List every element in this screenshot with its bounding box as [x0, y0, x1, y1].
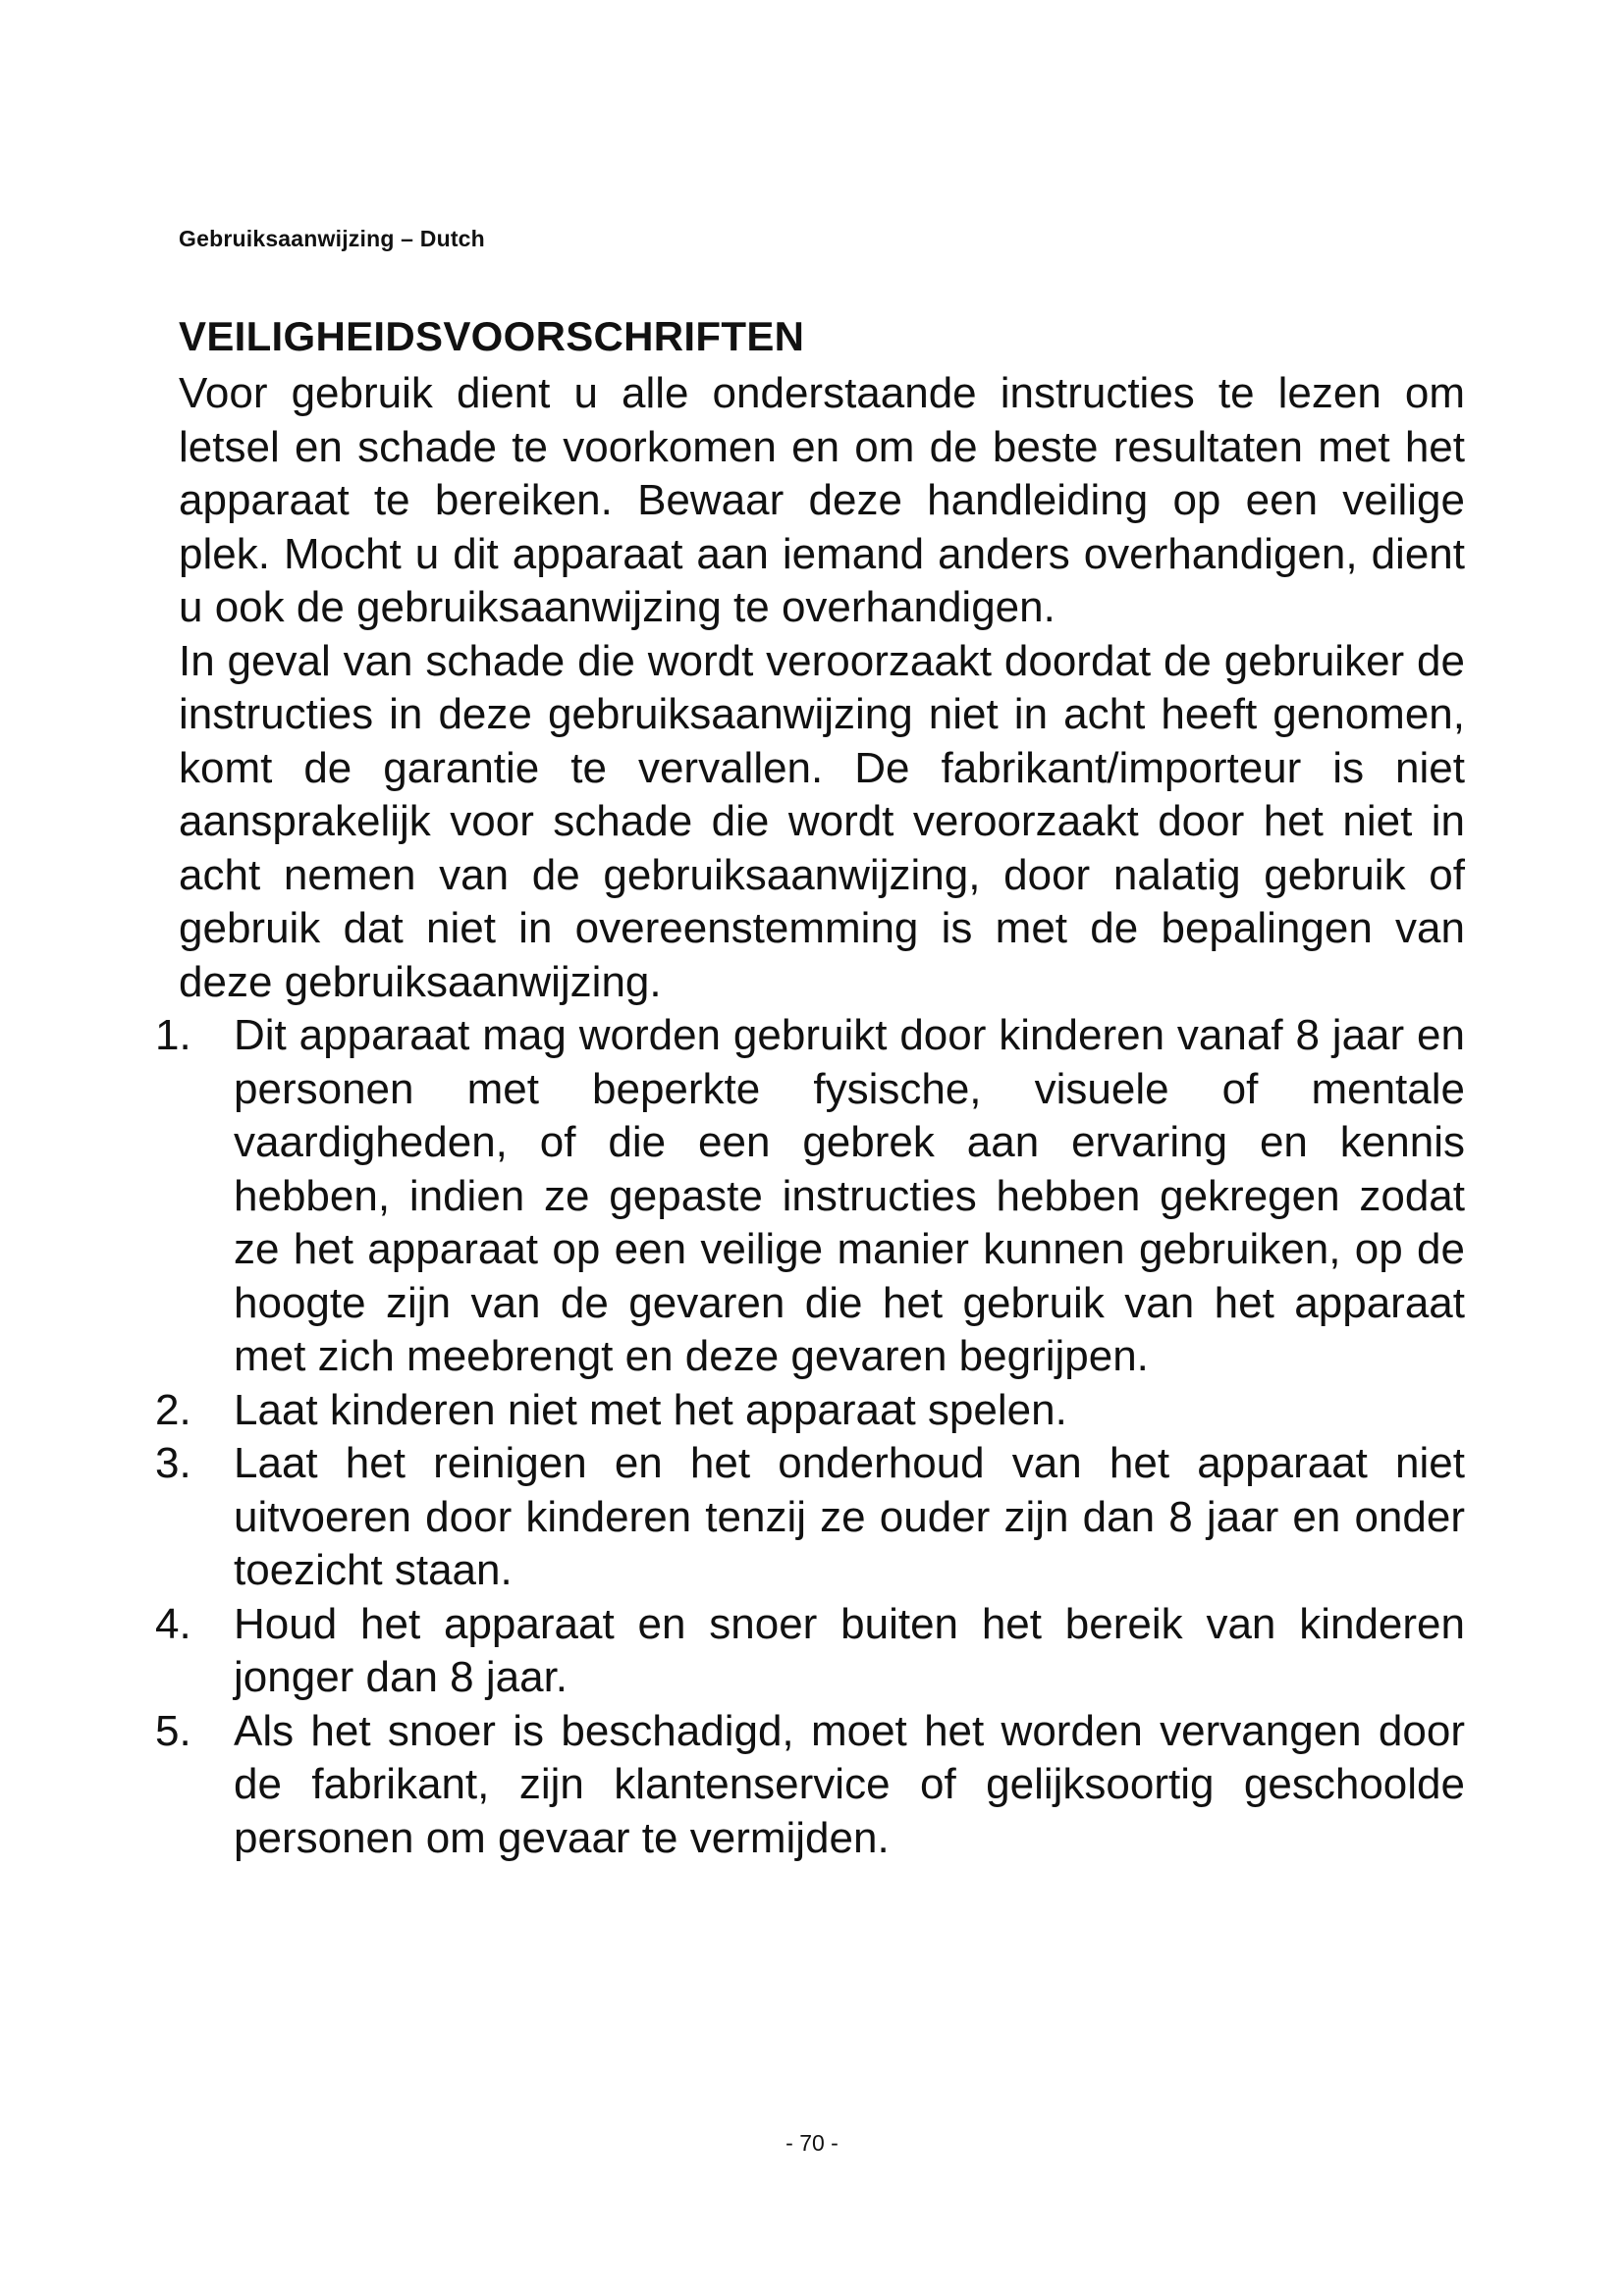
list-item	[155, 1384, 1465, 1438]
list-item-text: Dit apparaat mag worden gebruikt door kinderen vanaf 8 jaar en personen met beperkte fysische, visuele of mentale vaardigheden, of die een gebrek aan ervaring en kennis hebben, indien ze gepaste instructies hebben gekregen zodat ze het apparaat op een veilige manier kunnen gebruiken, op de hoogte zijn van de gevaren die het gebruik van het apparaat met zich meebrengt en deze gevaren begrijpen.	[234, 1011, 1465, 1380]
list-item-text: Houd het apparaat en snoer buiten het bereik van kinderen jonger dan 8 jaar.	[234, 1599, 1465, 1701]
list-item-text: Laat het reinigen en het onderhoud van het apparaat niet uitvoeren door kinderen tenzij ze ouder zijn dan 8 jaar en onder toezicht staan.	[234, 1439, 1465, 1594]
list-item-number: 4.	[155, 1599, 191, 1648]
section-heading: VEILIGHEIDSVOORSCHRIFTEN	[179, 313, 805, 359]
list-item-text: Laat kinderen niet met het apparaat spelen.	[234, 1385, 1067, 1434]
list-item-number: 5.	[155, 1706, 191, 1755]
list-item	[155, 1009, 1465, 1384]
running-header: Gebruiksaanwijzing – Dutch	[179, 226, 485, 251]
safety-instructions-list	[155, 1009, 1465, 1865]
list-item-number: 2.	[155, 1385, 191, 1434]
list-item	[155, 1437, 1465, 1598]
list-item-text: Als het snoer is beschadigd, moet het worden vervangen door de fabrikant, zijn klantenservice of gelijksoortig geschoolde personen om gevaar te vermijden.	[234, 1706, 1465, 1862]
list-item	[155, 1598, 1465, 1705]
safety-section	[155, 312, 1465, 1865]
list-item-number: 1.	[155, 1011, 191, 1059]
list-item-number: 3.	[155, 1439, 191, 1487]
intro-paragraph: Voor gebruik dient u alle onderstaande instructies te lezen om letsel en schade te voorkomen en om de beste resultaten met het apparaat te bereiken. Bewaar deze handleiding op een veilige plek. Mocht u dit apparaat aan iemand anders overhandigen, dient u ook de gebruiksaanwijzing te overhandigen.	[179, 369, 1465, 631]
liability-paragraph: In geval van schade die wordt veroorzaakt doordat de gebruiker de instructies in deze gebruiksaanwijzing niet in acht heeft genomen, komt de garantie te vervallen. De fabrikant/importeur is niet aansprakelijk voor schade die wordt veroorzaakt door het niet in acht nemen van de gebruiksaanwijzing, door nalatig gebruik of gebruik dat niet in overeenstemming is met de bepalingen van deze gebruiksaanwijzing.	[179, 636, 1465, 1006]
list-item	[155, 1705, 1465, 1866]
page-number: - 70 -	[785, 2130, 839, 2156]
